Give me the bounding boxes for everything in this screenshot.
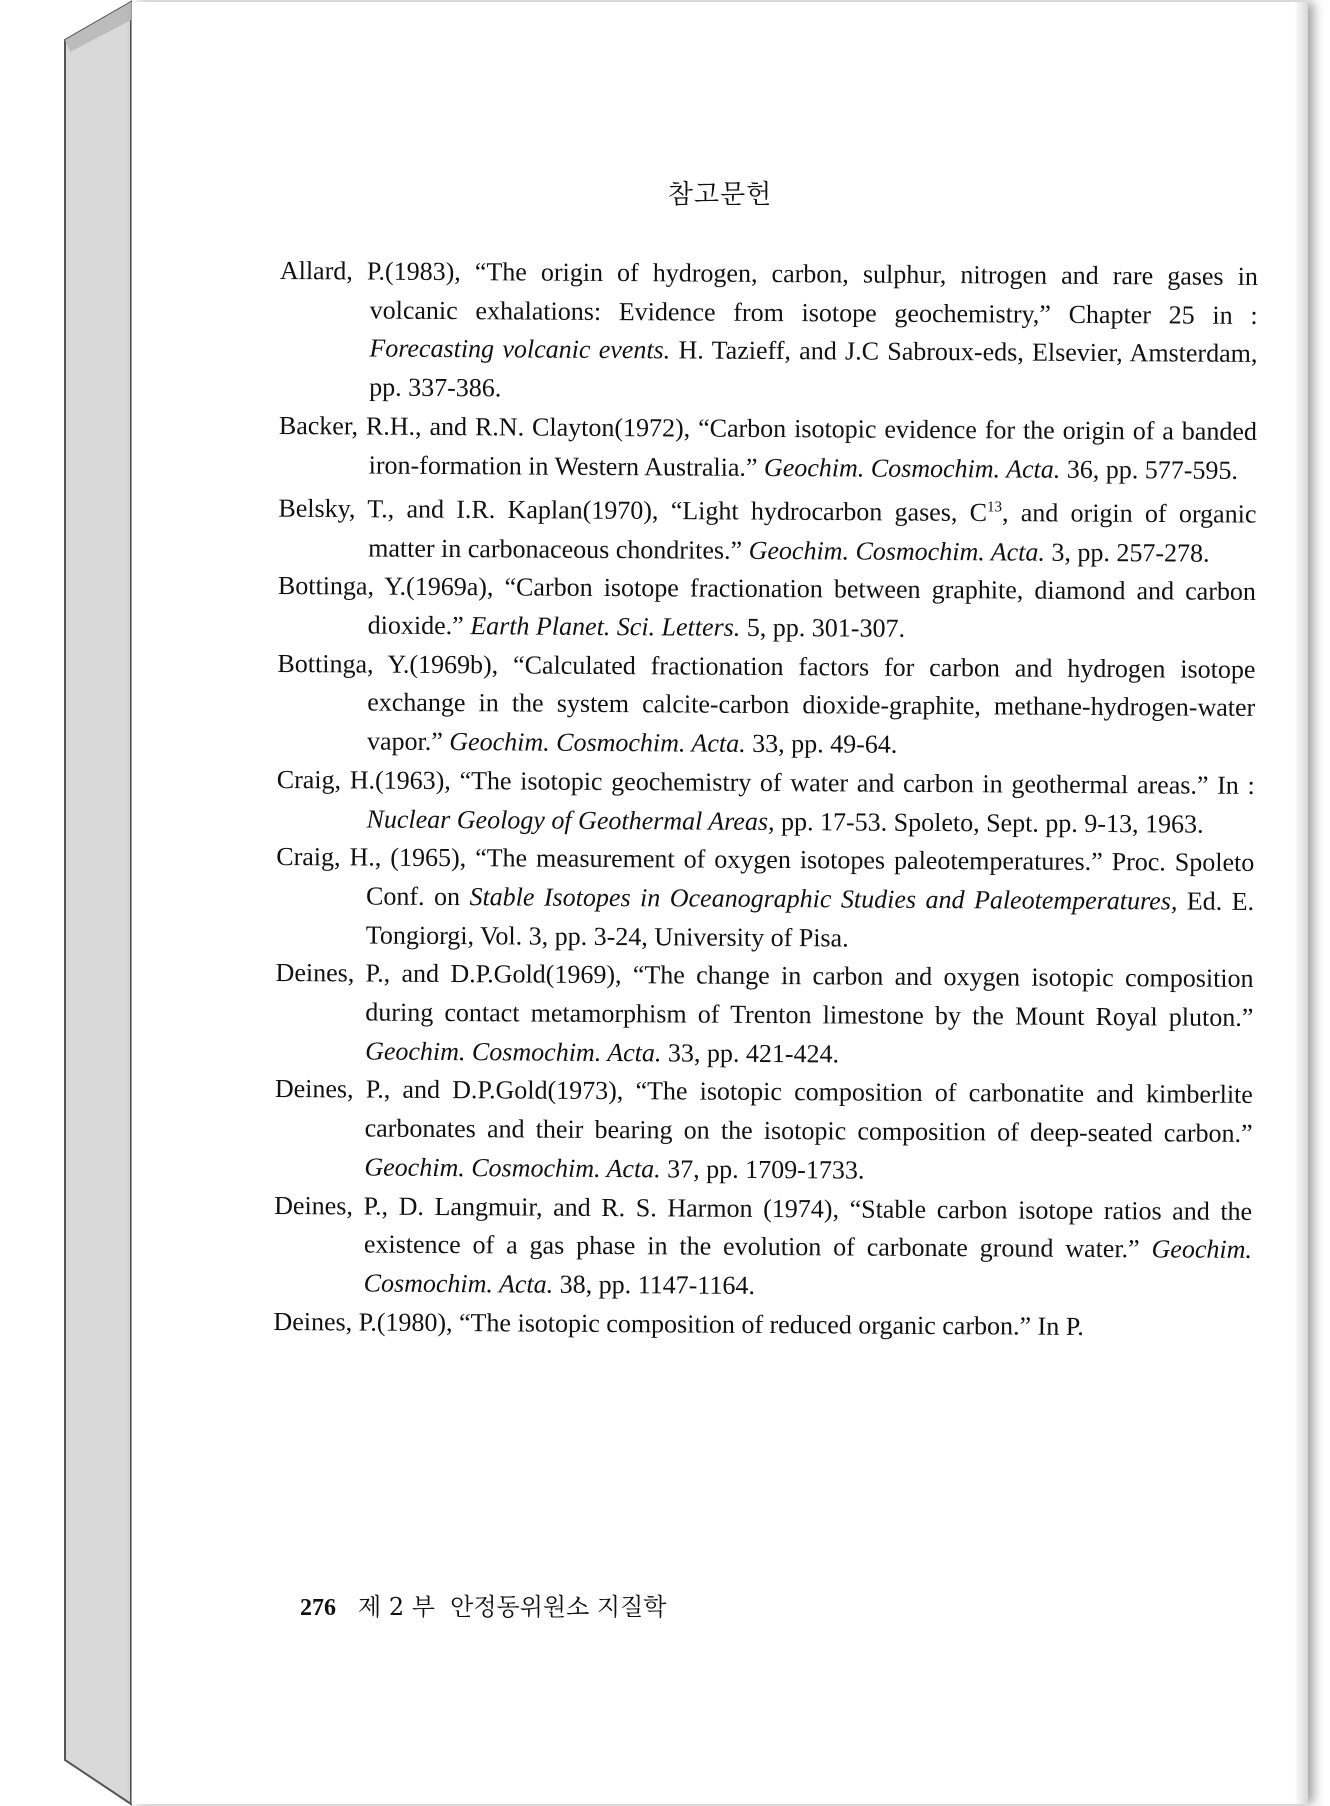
reference-text: pp. 17-53. Spoleto, Sept. pp. 9-13, 1963. (774, 806, 1204, 839)
reference-entry (276, 761, 1254, 844)
reference-text: Allard, P.(1983), “The origin of hydrogen, carbon, sulphur, nitrogen and rare gases in volcanic exhalations: Evidence from isotope geochemistry,” Chapter 25 in : (279, 255, 1258, 330)
reference-source-title: Geochim. Cosmochim. Acta. (365, 1036, 662, 1068)
reference-source-title: Stable Isotopes in Oceanographic Studies and Paleotemperatures, (469, 882, 1178, 916)
reference-source-title: Geochim. Cosmochim. Acta. (748, 535, 1046, 567)
reference-entry (276, 838, 1255, 960)
reference-source-title: Geochim. Cosmochim. Acta. (364, 1152, 661, 1184)
reference-list (273, 252, 1258, 1347)
reference-entry (279, 252, 1258, 413)
reference-source-title: Nuclear Geology of Geothermal Areas, (366, 804, 775, 836)
reference-text: 33, pp. 421-424. (661, 1038, 840, 1069)
reference-text: 3, pp. 257-278. (1044, 537, 1210, 568)
reference-source-title: Geochim. Cosmochim. Acta. (763, 452, 1061, 484)
part-label: 제 2 부 (358, 1593, 435, 1621)
part-title: 안정동위원소 지질학 (450, 1593, 667, 1621)
reference-text: Ed. E. Tongiorgi, Vol. 3, pp. 3-24, University of Pisa. (365, 886, 1255, 953)
reference-text: , and origin of organic matter in carbonaceous chondrites.” (368, 498, 1257, 565)
reference-source-title: Forecasting volcanic events. (369, 333, 671, 365)
reference-entry (273, 1303, 1251, 1348)
reference-text: Backer, R.H., and R.N. Clayton(1972), “Carbon isotopic evidence for the origin of a banded iron-formation in Western Australia.” (278, 410, 1258, 482)
reference-text: Bottinga, Y.(1969a), “Carbon isotope fractionation between graphite, diamond and carbon dioxide.” (277, 571, 1257, 641)
reference-entry (279, 407, 1257, 490)
reference-entry (275, 954, 1254, 1076)
reference-text: 33, pp. 49-64. (745, 728, 898, 759)
reference-text: Deines, P., and D.P.Gold(1969), “The change in carbon and oxygen isotopic composition during contact metamorphism of Trenton limestone by the Mount Royal pluton.” (275, 958, 1254, 1032)
page-footer (300, 1587, 666, 1622)
reference-entry (278, 567, 1256, 650)
reference-text: Bottinga, Y.(1969b), “Calculated fractionation factors for carbon and hydrogen isotope exchange in the system calcite-carbon dioxide-graphite, methane-hydrogen-water vapor.” (277, 648, 1256, 757)
reference-text: Deines, P., D. Langmuir, and R. S. Harmon (1974), “Stable carbon isotope ratios and the existence of a gas phase in the evolution of carbonate ground water.” (274, 1190, 1253, 1264)
reference-source-title: Geochim. Cosmochim. Acta. (449, 727, 746, 758)
reference-text: 5, pp. 301-307. (740, 612, 906, 643)
reference-text: 38, pp. 1147-1164. (553, 1269, 755, 1300)
reference-text: H. Tazieff, and J.C Sabroux-eds, Elsevier, Amsterdam, pp. 337-386. (369, 335, 1258, 403)
reference-source-title: Geochim. Cosmochim. Acta. (363, 1234, 1253, 1299)
reference-entry (274, 1187, 1253, 1309)
book-page (131, 2, 1308, 1804)
reference-source-title: Earth Planet. Sci. Letters. (470, 611, 741, 642)
reference-text: Craig, H.(1963), “The isotopic geochemistry of water and carbon in geothermal areas.” In : (276, 764, 1255, 800)
reference-text: Deines, P.(1980), “The isotopic composition of reduced organic carbon.” In P. (273, 1306, 1084, 1341)
reference-text: Deines, P., and D.P.Gold(1973), “The isotopic composition of carbonatite and kimberlite carbonates and their bearing on the isotopic composition of deep-seated carbon.” (274, 1074, 1253, 1149)
page-number: 276 (300, 1595, 336, 1621)
reference-text: 36, pp. 577-595. (1060, 454, 1239, 485)
reference-entry (278, 484, 1256, 573)
reference-text: 13 (986, 499, 1003, 516)
reference-text: Craig, H., (1965), “The measurement of oxygen isotopes paleotemperatures.” Proc. Spoleto Conf. on (276, 842, 1255, 912)
reference-entry (277, 645, 1256, 767)
reference-text: Belsky, T., and I.R. Kaplan(1970), “Light hydrocarbon gases, C (278, 493, 988, 528)
reference-text: 37, pp. 1709-1733. (660, 1154, 865, 1185)
page-edge-shadow (1294, 2, 1308, 1804)
page-title: 참고문헌 (667, 180, 773, 210)
reference-entry (274, 1070, 1253, 1192)
